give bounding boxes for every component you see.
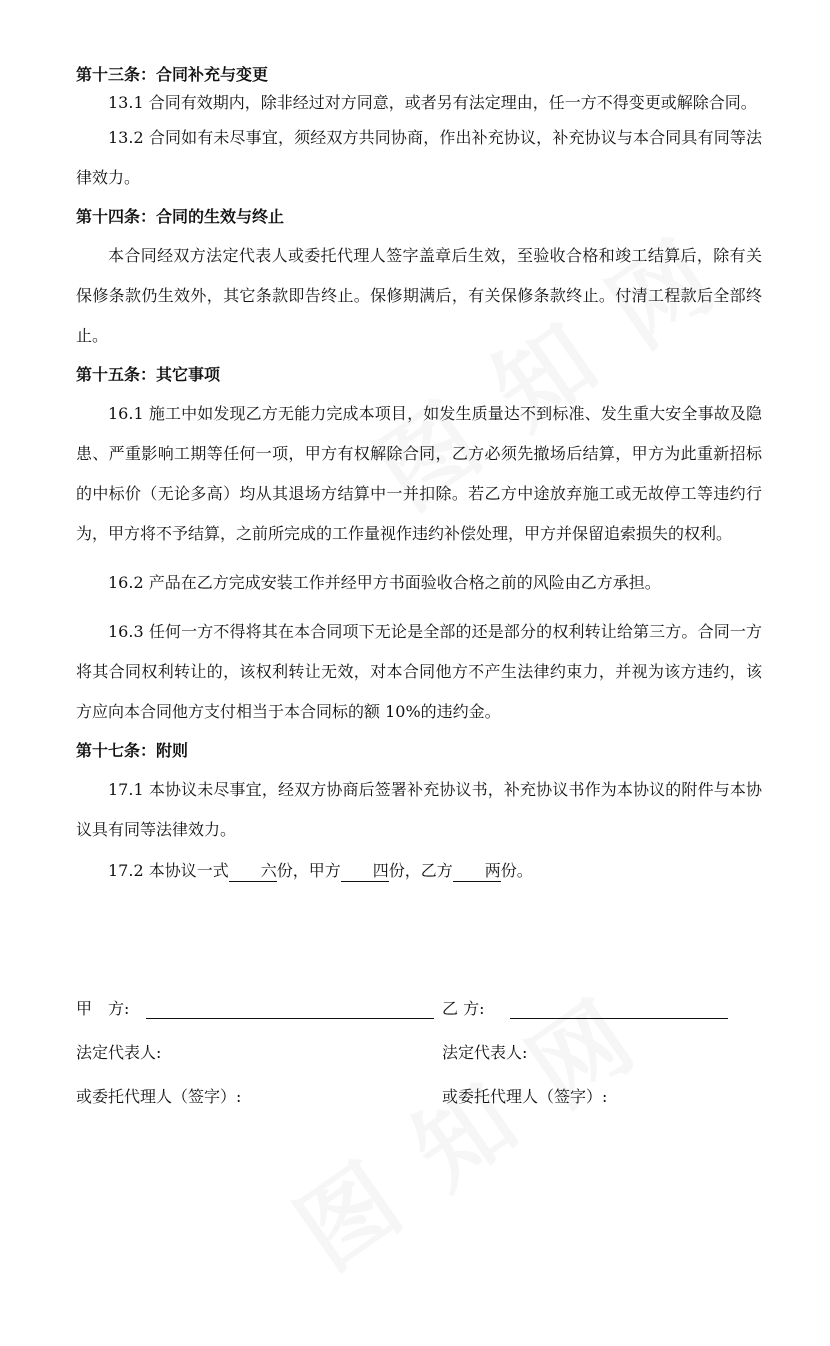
section-15-clause-1: 16.1 施工中如发现乙方无能力完成本项目，如发生质量达不到标准、发生重大安全事故及隐患、严重影响工期等任何一项，甲方有权解除合同，乙方必须先撤场后结算，甲方为此重新招标的中标价（无论多高）均从其退场方结算中一并扣除。若乙方中途放弃施工或无故停工等违约行为，甲方将不予结算，之前所完成的工作量视作违约补偿处理，甲方并保留追索损失的权利。 bbox=[76, 404, 762, 543]
copies-party-b-field: 两 bbox=[453, 861, 501, 882]
party-a-signature-line[interactable] bbox=[146, 1018, 434, 1019]
party-b-signature-line[interactable] bbox=[510, 1018, 728, 1019]
legal-rep-row bbox=[76, 1040, 762, 1070]
section-14-clause-1: 本合同经双方法定代表人或委托代理人签字盖章后生效，至验收合格和竣工结算后，除有关保修条款仍生效外，其它条款即告终止。保修期满后，有关保修条款终止。付清工程款后全部终止。 bbox=[76, 246, 762, 345]
party-row bbox=[76, 996, 762, 1026]
section-15-clause-2: 16.2 产品在乙方完成安装工作并经甲方书面验收合格之前的风险由乙方承担。 bbox=[108, 573, 661, 592]
clause-2-prefix: 17.2 本协议一式 bbox=[108, 861, 229, 880]
copies-party-a-field: 四 bbox=[341, 861, 389, 882]
section-13-clause-1: 13.1 合同有效期内，除非经过对方同意，或者另有法定理由，任一方不得变更或解除合同。 bbox=[108, 93, 757, 112]
contract-body bbox=[76, 62, 762, 886]
party-a-agent-label: 或委托代理人（签字）: bbox=[76, 1087, 242, 1106]
section-13-clause-2: 13.2 合同如有未尽事宜，须经双方共同协商，作出补充协议，补充协议与本合同具有同等法律效力。 bbox=[76, 128, 762, 187]
watermark-bottom bbox=[266, 1034, 594, 1346]
section-15-clause-3: 16.3 任何一方不得将其在本合同项下无论是全部的还是部分的权利转让给第三方。合同一方将其合同权利转让的，该权利转让无效，对本合同他方不产生法律约束力，并视为该方违约，该方应向本合同他方支付相当于本合同标的额 10%的违约金。 bbox=[76, 622, 762, 721]
section-15-heading: 第十五条：其它事项 bbox=[76, 365, 221, 384]
agent-row bbox=[76, 1084, 762, 1114]
section-17-clause-1: 17.1 本协议未尽事宜，经双方协商后签署补充协议书，补充协议书作为本协议的附件与本协议具有同等法律效力。 bbox=[76, 780, 762, 839]
section-13-heading: 第十三条：合同补充与变更 bbox=[76, 65, 269, 84]
party-b-legal-rep-label: 法定代表人: bbox=[442, 1043, 528, 1062]
party-a-label: 甲 方: bbox=[76, 999, 130, 1018]
clause-2-mid2: 份，乙方 bbox=[388, 861, 453, 880]
party-b-agent-label: 或委托代理人（签字）: bbox=[442, 1087, 608, 1106]
section-14-heading: 第十四条：合同的生效与终止 bbox=[76, 207, 285, 226]
party-b-label: 乙 方: bbox=[442, 999, 485, 1018]
party-a-legal-rep-label: 法定代表人: bbox=[76, 1043, 162, 1062]
section-17-heading: 第十七条：附则 bbox=[76, 741, 189, 760]
clause-2-mid1: 份，甲方 bbox=[276, 861, 341, 880]
section-17-clause-2 bbox=[76, 856, 762, 886]
clause-2-suffix: 份。 bbox=[500, 861, 533, 880]
copies-total-field: 六 bbox=[229, 861, 277, 882]
